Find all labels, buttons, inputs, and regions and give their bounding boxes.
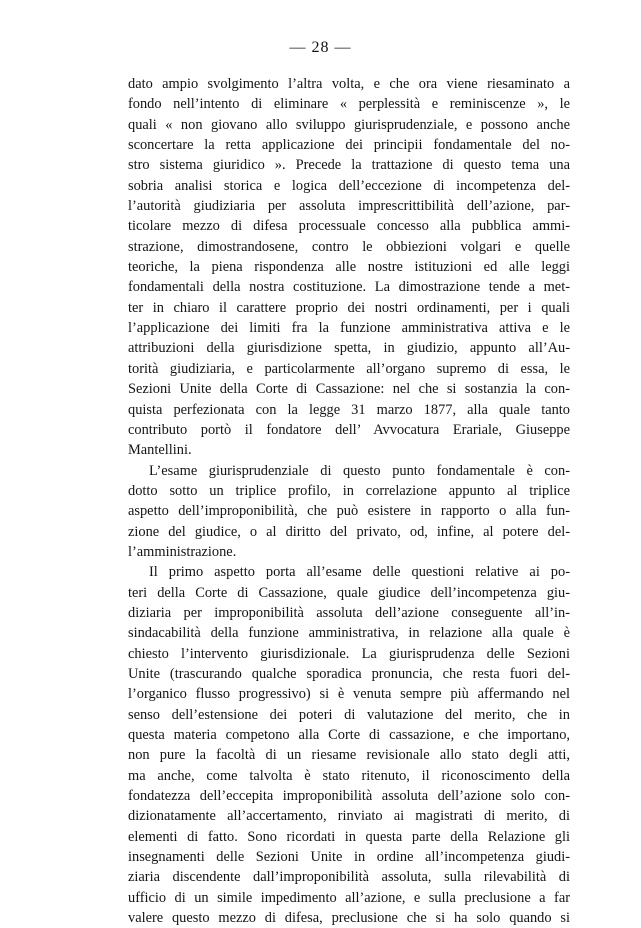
text-line: l’organico flusso progressivo) si è venuta sempre più affermando nel — [128, 686, 570, 703]
text-line: Sezioni Unite della Corte di Cassazione: nel che si sostanzia la con- — [128, 381, 570, 398]
text-line: teoriche, la piena rispondenza alle nostre istituzioni ed alle leggi — [128, 259, 570, 276]
text-line: ziaria discendente dall’improponibilità assoluta, sulla rilevabilità di — [128, 869, 570, 886]
text-line: strazione, dimostrandosene, contro le obbiezioni volgari e quelle — [128, 238, 570, 255]
text-line: torità giudiziaria, e particolarmente all’organo supremo di essa, le — [128, 360, 570, 377]
text-line: sobria analisi storica e logica dell’eccezione di incompetenza del- — [128, 177, 570, 194]
text-line: fondo nell’intento di eliminare « perplessità e reminiscenze », le — [128, 96, 570, 113]
text-line: ter in chiaro il carattere proprio dei nostri ordinamenti, per i quali — [128, 299, 570, 316]
text-line: l’amministrazione. — [128, 543, 237, 560]
text-line: ticolare mezzo di difesa processuale concesso alla pubblica ammi- — [128, 218, 570, 235]
text-line: questa materia competono alla Corte di cassazione, e che importano, — [128, 727, 570, 743]
text-line: elementi di fatto. Sono ricordati in questa parte della Relazione gli — [128, 828, 570, 845]
text-line: fondamentali della nostra costituzione. La dimostrazione tende a met- — [128, 279, 570, 296]
text-line: l’applicazione dei limiti fra la funzione amministrativa attiva e le — [128, 320, 570, 337]
text-line: attribuzioni della giurisdizione spetta, in giudizio, appunto all’Au- — [128, 340, 570, 357]
text-line: ma anche, come talvolta è stato ritenuto, il riconoscimento della — [128, 767, 570, 784]
text-line: Unite (trascurando qualche sporadica pronuncia, che resta fuori del- — [128, 665, 570, 682]
text-line: L’esame giurisprudenziale di questo punto fondamentale è con- — [149, 462, 570, 479]
text-line: dizionatamente all’accertamento, rinviato ai magistrati di merito, di — [128, 808, 570, 825]
body-text — [128, 74, 570, 928]
text-line: teri della Corte di Cassazione, quale giudice dell’incompetenza giu- — [128, 584, 570, 601]
text-line: senso dell’estensione dei poteri di valutazione del merito, che in — [128, 706, 570, 723]
text-line: dato ampio svolgimento l’altra volta, e che ora viene riesaminato a — [128, 76, 570, 92]
text-line: aspetto dell’improponibilità, che può esistere in rapporto o alla fun- — [128, 503, 570, 520]
text-line: sindacabilità della funzione amministrativa, in relazione alla quale è — [128, 625, 570, 642]
text-line: sconcertare la retta applicazione dei principii fondamentale del no- — [128, 137, 570, 154]
text-line: quista perfezionata con la legge 31 marzo 1877, alla quale tanto — [128, 401, 570, 418]
text-line: dotto sotto un triplice profilo, in correlazione appunto al triplice — [128, 482, 570, 499]
text-line: Mantellini. — [128, 442, 192, 459]
text-line: Il primo aspetto porta all’esame delle questioni relative ai po- — [149, 564, 570, 581]
text-line: valere questo mezzo di difesa, preclusione che si ha solo quando si — [128, 910, 570, 927]
text-line: zione del giudice, o al diritto del privato, od, infine, al potere del- — [128, 523, 570, 540]
text-line: l’autorità giudiziaria per assoluta imprescrittibilità dell’azione, par- — [128, 198, 570, 215]
text-line: stro sistema giuridico ». Precede la trattazione di questo tema una — [128, 157, 570, 174]
text-line: contributo portò il fondatore dell’ Avvocatura Erariale, Giuseppe — [128, 421, 570, 438]
text-line: insegnamenti delle Sezioni Unite in ordine all’incompetenza giudi- — [128, 849, 570, 866]
text-line: diziaria per improponibilità assoluta dell’azione conseguente all’in- — [128, 604, 570, 621]
text-line: ufficio di un simile impedimento all’azione, e sulla preclusione a far — [128, 889, 570, 906]
text-line: quali « non giovano allo sviluppo giurisprudenziale, e possono anche — [128, 116, 570, 133]
page-number: — 28 — — [289, 39, 352, 56]
text-line: chiesto l’intervento giurisdizionale. La giurisprudenza delle Sezioni — [128, 645, 570, 662]
text-line: non pure la facoltà di un riesame revisionale allo stato degli atti, — [128, 747, 570, 764]
text-line: fondatezza dell’eccepita improponibilità assoluta dell’azione solo con- — [128, 788, 570, 805]
